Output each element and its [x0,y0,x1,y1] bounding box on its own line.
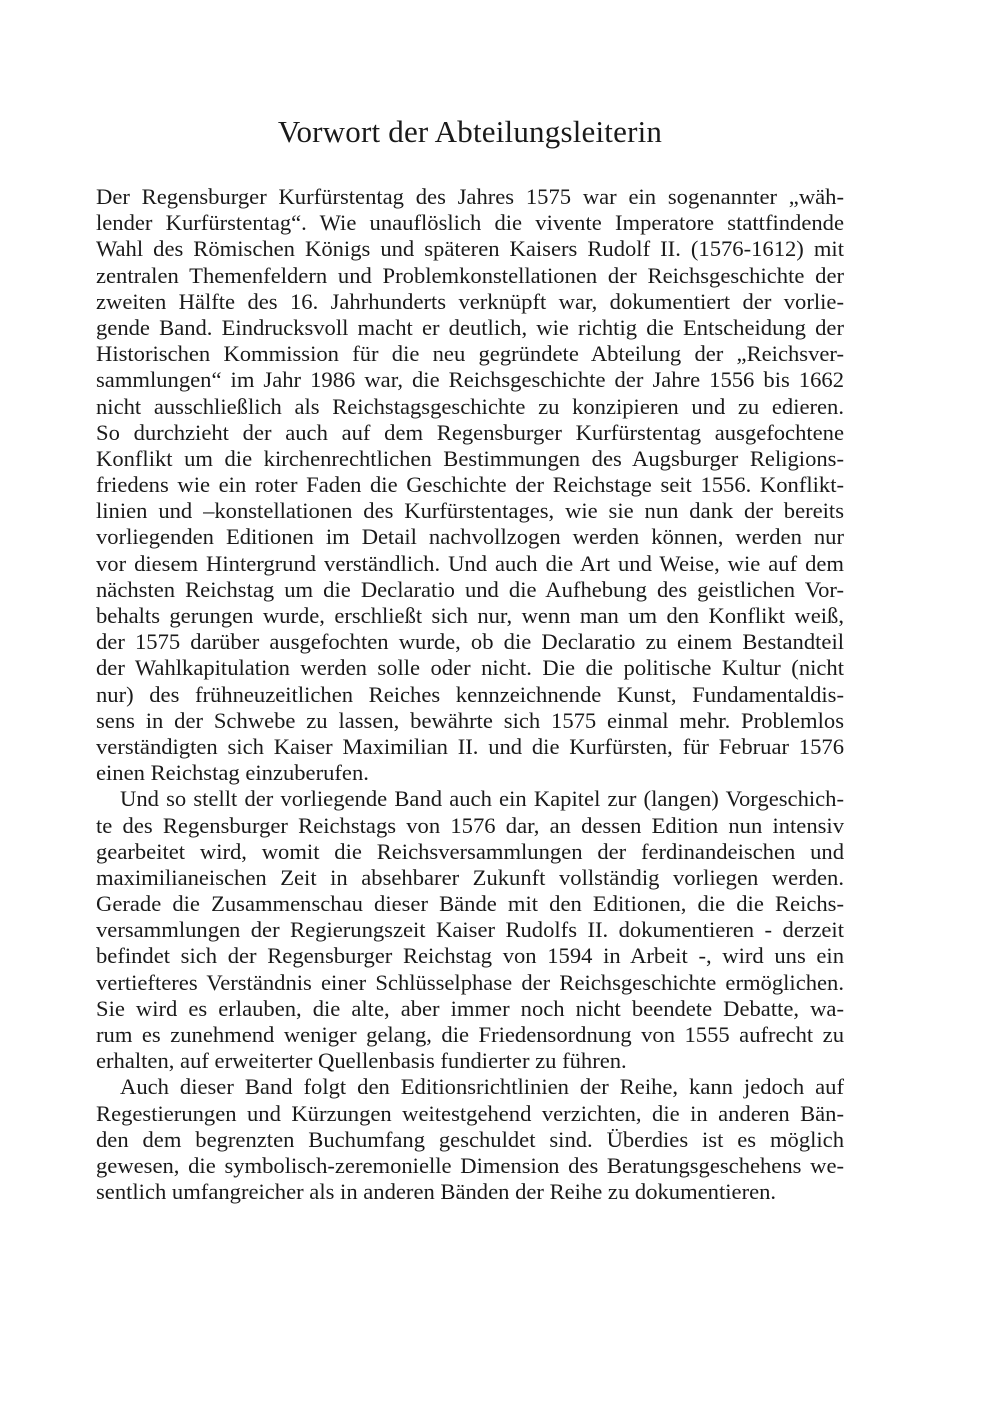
text-line: der 1575 darüber ausgefochten wurde, ob die Declaratio zu einem Bestandteil [96,629,844,655]
text-line: befindet sich der Regensburger Reichstag von 1594 in Arbeit -, wird uns ein [96,943,844,969]
text-line: gende Band. Eindrucksvoll macht er deutlich, wie richtig die Entscheidung der [96,314,844,340]
text-line: Regestierungen und Kürzungen weitestgehend verzichten, die in anderen Bän- [96,1100,844,1126]
text-line: nicht ausschließlich als Reichstagsgeschichte zu konzipieren und zu edieren. [96,393,844,419]
text-line: maximilianeischen Zeit in absehbarer Zukunft vollständig vorliegen werden. [96,864,844,890]
text-line: Sie wird es erlauben, die alte, aber immer noch nicht beendete Debatte, wa- [96,995,844,1021]
text-line: vor diesem Hintergrund verständlich. Und auch die Art und Weise, wie auf dem [96,550,844,576]
text-line: versammlungen der Regierungszeit Kaiser Rudolfs II. dokumentieren - derzeit [96,917,844,943]
text-line: gewesen, die symbolisch-zeremonielle Dimension des Beratungsgeschehens we- [96,1152,844,1178]
text-line: Der Regensburger Kurfürstentag des Jahres 1575 war ein sogenannter „wäh- [96,184,844,209]
page-title: Vorwort der Abteilungsleiterin [277,114,663,149]
text-line: zweiten Hälfte des 16. Jahrhunderts verknüpft war, dokumentiert der vorlie- [96,288,844,314]
text-line: Auch dieser Band folgt den Editionsrichtlinien der Reihe, kann jedoch auf [120,1074,844,1100]
text-line: der Wahlkapitulation werden solle oder nicht. Die die politische Kultur (nicht [96,655,844,681]
text-line: zentralen Themenfeldern und Problemkonstellationen der Reichsgeschichte der [96,262,844,288]
text-line: Historischen Kommission für die neu gegründete Abteilung der „Reichsver- [96,341,844,367]
text-line: Gerade die Zusammenschau dieser Bände mit den Editionen, die die Reichs- [96,891,844,917]
text-line: lender Kurfürstentag“. Wie unauflöslich die vivente Imperatore stattfindende [96,210,844,236]
text-line: linien und –konstellationen des Kurfürstentages, wie sie nun dank der bereits [96,498,844,524]
text-line: vorliegenden Editionen im Detail nachvollzogen werden können, werden nur [96,524,844,550]
text-line: verständigten sich Kaiser Maximilian II. und die Kurfürsten, für Februar 1576 [96,733,844,759]
text-line: einen Reichstag einzuberufen. [96,760,369,786]
text-line: Wahl des Römischen Königs und späteren Kaisers Rudolf II. (1576-1612) mit [96,236,844,262]
text-line: den dem begrenzten Buchumfang geschuldet sind. Überdies ist es möglich [96,1126,844,1152]
text-line: sens in der Schwebe zu lassen, bewährte sich 1575 einmal mehr. Problemlos [96,707,844,733]
text-line: So durchzieht der auch auf dem Regensburger Kurfürstentag ausgefochtene [96,419,844,445]
text-line: nur) des frühneuzeitlichen Reiches kennzeichnende Kunst, Fundamentaldis- [96,681,844,707]
text-line: friedens wie ein roter Faden die Geschichte der Reichstage seit 1556. Konflikt- [96,472,844,498]
text-line: Konflikt um die kirchenrechtlichen Bestimmungen des Augsburger Religions- [96,445,844,471]
text-line: erhalten, auf erweiterter Quellenbasis fundierter zu führen. [96,1048,627,1074]
text-line: sentlich umfangreicher als in anderen Bänden der Reihe zu dokumentieren. [96,1179,777,1205]
text-line: sammlungen“ im Jahr 1986 war, die Reichsgeschichte der Jahre 1556 bis 1662 [96,367,844,393]
paragraph [96,786,844,1074]
text-line: nächsten Reichstag um die Declaratio und die Aufhebung des geistlichen Vor- [96,576,844,602]
text-line: behalts gerungen wurde, erschließt sich nur, wenn man um den Konflikt weiß, [96,603,844,628]
text-line: vertiefteres Verständnis einer Schlüsselphase der Reichsgeschichte ermöglichen. [96,969,844,995]
document-page [96,0,844,1418]
text-line: te des Regensburger Reichstags von 1576 dar, an dessen Edition nun intensiv [96,812,844,838]
paragraph [96,184,844,786]
text-line: gearbeitet wird, womit die Reichsversammlungen der ferdinandeischen und [96,838,844,864]
body-text [96,184,844,1205]
text-line: rum es zunehmend weniger gelang, die Friedensordnung von 1555 aufrecht zu [96,1022,844,1047]
paragraph [96,1074,844,1205]
text-line: Und so stellt der vorliegende Band auch ein Kapitel zur (langen) Vorgeschich- [120,786,844,812]
